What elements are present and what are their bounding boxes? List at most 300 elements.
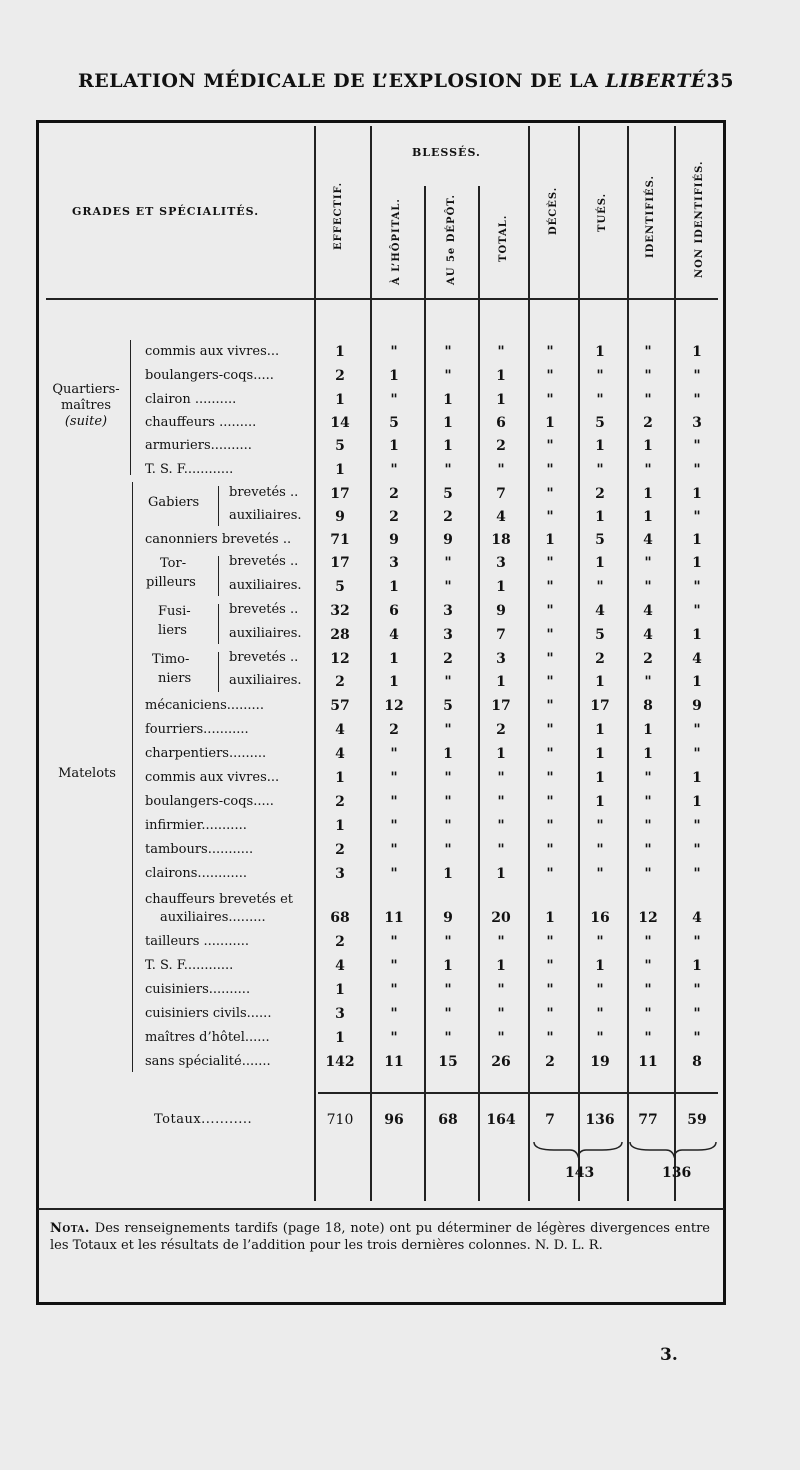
table-cell: 1: [595, 722, 605, 738]
totals-cell: 164: [486, 1112, 516, 1128]
table-cell: ": [644, 818, 652, 834]
table-cell: 1: [595, 770, 605, 786]
group-quartiers-maitres: [44, 382, 128, 430]
table-cell: 17: [491, 698, 511, 714]
totals-rule: [318, 1092, 718, 1094]
table-cell: 1: [692, 532, 702, 548]
table-cell: ": [546, 1030, 554, 1046]
table-cell: 2: [496, 722, 506, 738]
table-cell: ": [693, 1030, 701, 1046]
table-cell: ": [444, 818, 452, 834]
table-cell: ": [644, 842, 652, 858]
table-cell: 1: [643, 509, 653, 525]
table-cell: 1: [545, 910, 555, 926]
table-cell: ": [444, 1030, 452, 1046]
table-cell: ": [444, 555, 452, 571]
table-cell: ": [693, 934, 701, 950]
table-cell: ": [546, 746, 554, 762]
brace-matelots: [132, 482, 133, 1072]
running-head-title-text: RELATION MÉDICALE DE L’EXPLOSION DE LA: [78, 70, 599, 92]
table-cell: 5: [595, 415, 605, 431]
table-cell: 1: [496, 392, 506, 408]
table-cell: ": [596, 842, 604, 858]
table-cell: 1: [643, 722, 653, 738]
table-cell: ": [546, 674, 554, 690]
table-cell: ": [546, 982, 554, 998]
row-label: commis aux vivres...: [145, 344, 280, 359]
table-cell: ": [693, 509, 701, 525]
row-label: charpentiers.........: [145, 746, 267, 761]
totals-cell: 7: [545, 1112, 555, 1128]
brace-timoniers: [218, 652, 219, 692]
table-cell: 1: [496, 674, 506, 690]
table-cell: 1: [595, 746, 605, 762]
table-cell: 4: [692, 910, 702, 926]
table-cell: ": [644, 866, 652, 882]
table-cell: 3: [692, 415, 702, 431]
table-cell: 1: [595, 509, 605, 525]
table-cell: ": [390, 746, 398, 762]
table-cell: 11: [384, 1054, 404, 1070]
table-cell: ": [444, 1006, 452, 1022]
header-tues: TUÉS.: [597, 192, 608, 232]
table-cell: ": [444, 982, 452, 998]
table-cell: ": [390, 1006, 398, 1022]
table-cell: 9: [335, 509, 345, 525]
table-cell: 12: [638, 910, 658, 926]
subgroup-timoniers-1: Timo-: [152, 652, 190, 667]
table-cell: 1: [389, 368, 399, 384]
header-depot: AU 5e DÉPÔT.: [446, 194, 457, 285]
row-label: clairons............: [145, 866, 248, 881]
table-cell: ": [546, 866, 554, 882]
table-cell: 1: [595, 438, 605, 454]
group-quartiers-label: Quartiers-maîtres: [52, 382, 120, 413]
table-cell: ": [390, 770, 398, 786]
table-cell: ": [546, 368, 554, 384]
brace-fusiliers: [218, 604, 219, 644]
running-head-title-italic: LIBERTÉ.: [605, 70, 713, 92]
row-label: commis aux vivres...: [145, 770, 280, 785]
table-cell: ": [546, 438, 554, 454]
table-cell: ": [693, 746, 701, 762]
table-cell: 15: [438, 1054, 458, 1070]
table-cell: ": [644, 794, 652, 810]
table-cell: 3: [443, 627, 453, 643]
table-cell: ": [644, 368, 652, 384]
table-cell: ": [693, 1006, 701, 1022]
table-cell: 1: [692, 486, 702, 502]
table-cell: ": [546, 698, 554, 714]
table-cell: ": [444, 344, 452, 360]
table-cell: ": [546, 462, 554, 478]
table-cell: 2: [496, 438, 506, 454]
running-head-title: [78, 70, 713, 92]
table-cell: ": [390, 866, 398, 882]
sum-braces: [530, 1138, 720, 1158]
table-cell: 1: [692, 555, 702, 571]
table-cell: 1: [595, 794, 605, 810]
table-cell: 4: [595, 603, 605, 619]
table-cell: 1: [335, 982, 345, 998]
table-cell: ": [644, 462, 652, 478]
row-label: cuisiniers civils......: [145, 1006, 272, 1021]
table-cell: 8: [643, 698, 653, 714]
table-cell: ": [644, 674, 652, 690]
table-cell: 2: [595, 651, 605, 667]
table-cell: 1: [595, 344, 605, 360]
table-cell: ": [596, 392, 604, 408]
table-cell: ": [444, 794, 452, 810]
table-cell: ": [546, 651, 554, 667]
totals-cell: 59: [687, 1112, 707, 1128]
table-cell: 1: [545, 415, 555, 431]
table-cell: ": [596, 368, 604, 384]
table-cell: ": [390, 1030, 398, 1046]
row-label: maîtres d’hôtel......: [145, 1030, 270, 1045]
group-matelots: Matelots: [58, 766, 116, 781]
table-cell: 1: [443, 958, 453, 974]
table-cell: 17: [330, 486, 350, 502]
row-label: chauffeurs brevetés et: [145, 892, 294, 907]
header-non-identifies: NON IDENTIFIÉS.: [694, 160, 705, 278]
table-cell: ": [596, 982, 604, 998]
table-cell: ": [546, 486, 554, 502]
table-cell: 4: [335, 958, 345, 974]
row-label: boulangers-coqs.....: [145, 368, 274, 383]
table-cell: 1: [595, 555, 605, 571]
table-cell: 1: [692, 344, 702, 360]
table-cell: ": [390, 934, 398, 950]
row-label: cuisiniers..........: [145, 982, 251, 997]
table-cell: 12: [330, 651, 350, 667]
subgroup-gabiers: Gabiers: [148, 495, 200, 510]
table-cell: ": [444, 934, 452, 950]
table-cell: 16: [590, 910, 610, 926]
table-cell: 5: [595, 532, 605, 548]
table-cell: 17: [330, 555, 350, 571]
table-cell: 2: [443, 509, 453, 525]
table-cell: 19: [590, 1054, 610, 1070]
table-cell: ": [444, 462, 452, 478]
table-cell: ": [390, 982, 398, 998]
table-cell: 17: [590, 698, 610, 714]
note-rule: [38, 1208, 724, 1210]
table-cell: ": [390, 392, 398, 408]
table-cell: ": [693, 579, 701, 595]
table-cell: 4: [335, 722, 345, 738]
group-quartiers-suite: (suite): [64, 414, 108, 429]
row-label: sans spécialité.......: [145, 1054, 271, 1069]
row-label: mécaniciens.........: [145, 698, 264, 713]
table-cell: ": [693, 392, 701, 408]
row-label: fourriers...........: [145, 722, 249, 737]
table-cell: 18: [491, 532, 511, 548]
column-rule: [314, 126, 316, 1201]
table-cell: ": [693, 842, 701, 858]
table-cell: ": [497, 934, 505, 950]
table-cell: 1: [496, 579, 506, 595]
table-cell: 1: [335, 462, 345, 478]
row-label: armuriers..........: [145, 438, 252, 453]
table-cell: ": [596, 818, 604, 834]
table-cell: ": [546, 818, 554, 834]
table-cell: 9: [443, 532, 453, 548]
row-label: boulangers-coqs.....: [145, 794, 274, 809]
table-cell: ": [596, 579, 604, 595]
header-rule: [46, 298, 718, 300]
table-cell: ": [497, 1006, 505, 1022]
table-cell: 5: [443, 698, 453, 714]
table-cell: 1: [692, 794, 702, 810]
table-cell: ": [546, 1006, 554, 1022]
table-cell: 1: [389, 579, 399, 595]
signature-mark: 3.: [660, 1345, 678, 1365]
table-cell: 1: [496, 958, 506, 974]
footnote-text: Des renseignements tardifs (page 18, note) ont pu déterminer de légères divergences entre les Totaux et les résultats de l’addition pour les trois dernières colonnes. N. D. L. R.: [50, 1221, 710, 1253]
column-rule: [674, 126, 676, 1201]
running-head: [78, 70, 734, 100]
table-cell: 68: [330, 910, 350, 926]
table-cell: ": [546, 579, 554, 595]
table-cell: 2: [335, 368, 345, 384]
table-cell: 9: [496, 603, 506, 619]
table-cell: 1: [335, 392, 345, 408]
table-cell: ": [693, 722, 701, 738]
table-cell: 1: [595, 674, 605, 690]
table-cell: 1: [643, 746, 653, 762]
table-cell: 1: [443, 438, 453, 454]
table-cell: ": [390, 958, 398, 974]
totals-cell: 96: [384, 1112, 404, 1128]
footnote-prefix: Nota.: [50, 1221, 90, 1236]
table-cell: 7: [496, 486, 506, 502]
row-label: T. S. F............: [145, 958, 234, 973]
table-cell: 1: [389, 674, 399, 690]
subgroup-fusiliers-2: liers: [158, 623, 187, 638]
table-cell: 1: [443, 392, 453, 408]
row-label: auxiliaires.: [229, 673, 302, 688]
table-cell: 5: [443, 486, 453, 502]
table-cell: ": [693, 438, 701, 454]
table-cell: 57: [330, 698, 350, 714]
table-cell: ": [497, 1030, 505, 1046]
header-hopital: À L’HÔPITAL.: [391, 198, 402, 285]
row-label: brevetés ..: [229, 602, 299, 617]
table-cell: ": [693, 866, 701, 882]
table-cell: 4: [335, 746, 345, 762]
table-cell: 2: [389, 509, 399, 525]
subgroup-torpilleurs-1: Tor-: [160, 556, 187, 571]
column-rule: [424, 186, 426, 1201]
table-cell: ": [546, 392, 554, 408]
table-cell: 2: [389, 486, 399, 502]
totals-label: Totaux...........: [154, 1112, 253, 1127]
row-label: brevetés ..: [229, 554, 299, 569]
table-cell: 9: [692, 698, 702, 714]
table-cell: 9: [389, 532, 399, 548]
table-cell: 32: [330, 603, 350, 619]
table-cell: 1: [335, 818, 345, 834]
table-cell: ": [596, 1030, 604, 1046]
table-cell: ": [546, 958, 554, 974]
table-cell: 4: [389, 627, 399, 643]
table-cell: ": [546, 770, 554, 786]
table-cell: 1: [643, 486, 653, 502]
table-cell: ": [546, 842, 554, 858]
table-cell: 1: [496, 368, 506, 384]
table-cell: 4: [643, 627, 653, 643]
page-number: 35: [706, 70, 734, 92]
table-cell: 1: [443, 746, 453, 762]
table-cell: ": [497, 842, 505, 858]
totals-cell: 710: [326, 1112, 354, 1128]
table-cell: 5: [595, 627, 605, 643]
table-cell: 1: [335, 344, 345, 360]
table-cell: 2: [545, 1054, 555, 1070]
table-cell: ": [497, 794, 505, 810]
totals-cell: 136: [585, 1112, 615, 1128]
footnote: [50, 1220, 710, 1254]
table-cell: 14: [330, 415, 350, 431]
table-cell: 1: [389, 438, 399, 454]
table-cell: ": [693, 818, 701, 834]
table-cell: 1: [692, 958, 702, 974]
table-cell: 6: [496, 415, 506, 431]
table-cell: 1: [643, 438, 653, 454]
table-cell: 1: [335, 770, 345, 786]
table-cell: 1: [692, 674, 702, 690]
table-cell: 2: [335, 934, 345, 950]
row-label: tambours...........: [145, 842, 254, 857]
table-cell: 1: [692, 770, 702, 786]
table-cell: 5: [389, 415, 399, 431]
table-cell: ": [390, 842, 398, 858]
table-cell: 12: [384, 698, 404, 714]
table-cell: ": [644, 1006, 652, 1022]
table-cell: ": [546, 603, 554, 619]
column-rule: [478, 186, 480, 1201]
table-cell: 4: [643, 603, 653, 619]
brace-quartiers: [130, 340, 131, 475]
table-cell: ": [497, 982, 505, 998]
row-label: infirmier...........: [145, 818, 247, 833]
table-cell: ": [390, 818, 398, 834]
table-cell: ": [444, 722, 452, 738]
header-identifies: IDENTIFIÉS.: [645, 175, 656, 258]
row-label: canonniers brevetés ..: [145, 532, 292, 547]
table-cell: ": [546, 555, 554, 571]
table-cell: 1: [545, 532, 555, 548]
row-label: auxiliaires.: [229, 626, 302, 641]
table-cell: ": [546, 509, 554, 525]
table-cell: 3: [496, 555, 506, 571]
table-cell: 8: [692, 1054, 702, 1070]
table-cell: ": [546, 934, 554, 950]
table-cell: ": [546, 722, 554, 738]
table-cell: 1: [443, 415, 453, 431]
table-cell: 71: [330, 532, 350, 548]
table-cell: 3: [389, 555, 399, 571]
sum-deces-tues: 143: [565, 1165, 595, 1181]
subgroup-torpilleurs-2: pilleurs: [146, 575, 196, 590]
table-cell: 142: [325, 1054, 355, 1070]
table-cell: ": [444, 368, 452, 384]
table-cell: 2: [335, 794, 345, 810]
table-cell: 3: [335, 866, 345, 882]
table-cell: 11: [384, 910, 404, 926]
table-cell: 4: [692, 651, 702, 667]
subgroup-timoniers-2: niers: [158, 671, 192, 686]
table-cell: ": [644, 958, 652, 974]
table-cell: ": [644, 579, 652, 595]
table-cell: 4: [643, 532, 653, 548]
table-cell: ": [497, 344, 505, 360]
brace-gabiers: [218, 486, 219, 526]
totals-cell: 77: [638, 1112, 658, 1128]
brace-torpilleurs: [218, 556, 219, 596]
table-cell: ": [693, 368, 701, 384]
table-cell: 1: [389, 651, 399, 667]
row-label: T. S. F............: [145, 462, 234, 477]
brace-identifies: [630, 1142, 716, 1156]
table-cell: 2: [595, 486, 605, 502]
table-cell: 1: [496, 866, 506, 882]
column-rule: [370, 126, 372, 1201]
table-cell: 1: [496, 746, 506, 762]
row-label: brevetés ..: [229, 650, 299, 665]
table-cell: ": [444, 579, 452, 595]
table-cell: 2: [643, 415, 653, 431]
table-cell: 11: [638, 1054, 658, 1070]
row-label: brevetés ..: [229, 485, 299, 500]
table-cell: 3: [335, 1006, 345, 1022]
table-cell: ": [390, 462, 398, 478]
table-cell: ": [644, 555, 652, 571]
table-cell: 3: [496, 651, 506, 667]
table-cell: 5: [335, 579, 345, 595]
table-cell: 1: [335, 1030, 345, 1046]
table-cell: 9: [443, 910, 453, 926]
table-cell: ": [444, 842, 452, 858]
table-cell: ": [644, 344, 652, 360]
table-cell: ": [444, 674, 452, 690]
table-cell: 4: [496, 509, 506, 525]
table-cell: 1: [443, 866, 453, 882]
table-cell: 1: [692, 627, 702, 643]
table-cell: 5: [335, 438, 345, 454]
row-label: clairon ..........: [145, 392, 237, 407]
table-cell: ": [644, 1030, 652, 1046]
table-cell: 6: [389, 603, 399, 619]
row-label: auxiliaires.: [229, 578, 302, 593]
table-cell: ": [497, 462, 505, 478]
table-cell: ": [644, 982, 652, 998]
table-cell: 28: [330, 627, 350, 643]
table-cell: 2: [443, 651, 453, 667]
table-cell: ": [693, 982, 701, 998]
row-label: auxiliaires.: [229, 508, 302, 523]
brace-deces-tues: [534, 1142, 622, 1156]
table-cell: ": [644, 934, 652, 950]
table-cell: ": [444, 770, 452, 786]
table-cell: 3: [443, 603, 453, 619]
table-cell: 2: [643, 651, 653, 667]
row-label: tailleurs ...........: [145, 934, 249, 949]
table-cell: ": [390, 344, 398, 360]
header-effectif: EFFECTIF.: [333, 181, 344, 250]
header-deces: DÉCÈS.: [548, 186, 559, 235]
